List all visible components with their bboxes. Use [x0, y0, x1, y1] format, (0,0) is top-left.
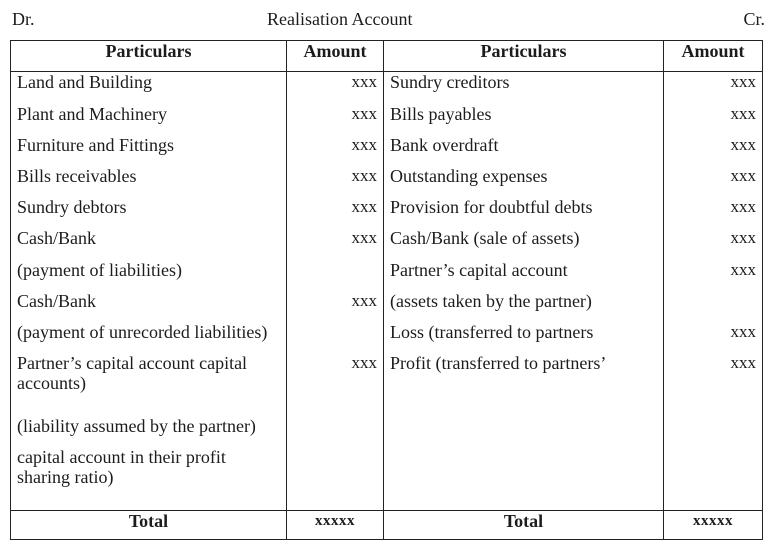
credit-particular [384, 447, 664, 510]
credit-particular: Outstanding expenses [384, 166, 664, 197]
credit-particular: Bills payables [384, 104, 664, 135]
debit-particular: Land and Building [11, 72, 287, 104]
table-row [11, 104, 763, 135]
debit-total-amount: xxxxx [287, 511, 384, 540]
debit-particular: Bills receivables [11, 166, 287, 197]
credit-amount: xxx [664, 104, 763, 135]
debit-amount: xxx [287, 291, 384, 322]
debit-total-label: Total [11, 511, 287, 540]
credit-amount: xxx [664, 353, 763, 415]
credit-particular: Partner’s capital account [384, 260, 664, 291]
credit-particular: (assets taken by the partner) [384, 291, 664, 322]
credit-particular [384, 416, 664, 447]
table-row [11, 291, 763, 322]
debit-amount [287, 260, 384, 291]
credit-total-amount: xxxxx [664, 511, 763, 540]
header-row [11, 41, 763, 72]
debit-amount [287, 322, 384, 353]
totals-row [11, 511, 763, 540]
credit-particular: Sundry creditors [384, 72, 664, 104]
debit-particular: Sundry debtors [11, 197, 287, 228]
debit-amount: xxx [287, 353, 384, 415]
debit-particular: Furniture and Fittings [11, 135, 287, 166]
debit-amount: xxx [287, 197, 384, 228]
debit-particulars-header: Particulars [11, 41, 287, 72]
table-row [11, 353, 763, 415]
debit-amount [287, 447, 384, 510]
credit-particular: Profit (transferred to partners’ [384, 353, 664, 415]
debit-particular: Cash/Bank [11, 291, 287, 322]
credit-side-marker: Cr. [743, 9, 765, 29]
credit-amount: xxx [664, 322, 763, 353]
credit-particular: Loss (transferred to partners [384, 322, 664, 353]
realisation-account-table [10, 40, 763, 540]
credit-amount [664, 291, 763, 322]
credit-amount: xxx [664, 166, 763, 197]
credit-amount: xxx [664, 135, 763, 166]
table-row [11, 135, 763, 166]
table-row [11, 260, 763, 291]
debit-particular: capital account in their profit sharing ratio) [11, 447, 287, 510]
debit-amount: xxx [287, 104, 384, 135]
table-row [11, 416, 763, 447]
debit-particular: (payment of unrecorded liabilities) [11, 322, 287, 353]
debit-amount: xxx [287, 228, 384, 259]
credit-particulars-header: Particulars [384, 41, 664, 72]
credit-amount [664, 416, 763, 447]
debit-amount: xxx [287, 72, 384, 104]
debit-amount [287, 416, 384, 447]
credit-amount: xxx [664, 260, 763, 291]
table-row [11, 72, 763, 104]
credit-particular: Provision for doubtful debts [384, 197, 664, 228]
debit-particular: Plant and Machinery [11, 104, 287, 135]
credit-amount-header: Amount [664, 41, 763, 72]
credit-amount: xxx [664, 228, 763, 259]
table-row [11, 197, 763, 228]
debit-particular: (liability assumed by the partner) [11, 416, 287, 447]
debit-particular: Partner’s capital account capital accounts) [11, 353, 287, 415]
table-row [11, 447, 763, 510]
credit-amount: xxx [664, 197, 763, 228]
credit-total-label: Total [384, 511, 664, 540]
table-row [11, 322, 763, 353]
debit-particular: Cash/Bank [11, 228, 287, 259]
account-title: Realisation Account [267, 9, 413, 29]
debit-amount-header: Amount [287, 41, 384, 72]
debit-side-marker: Dr. [12, 9, 35, 29]
debit-amount: xxx [287, 135, 384, 166]
credit-amount: xxx [664, 72, 763, 104]
table-row [11, 166, 763, 197]
credit-particular: Cash/Bank (sale of assets) [384, 228, 664, 259]
debit-amount: xxx [287, 166, 384, 197]
debit-particular: (payment of liabilities) [11, 260, 287, 291]
table-row [11, 228, 763, 259]
credit-amount [664, 447, 763, 510]
credit-particular: Bank overdraft [384, 135, 664, 166]
